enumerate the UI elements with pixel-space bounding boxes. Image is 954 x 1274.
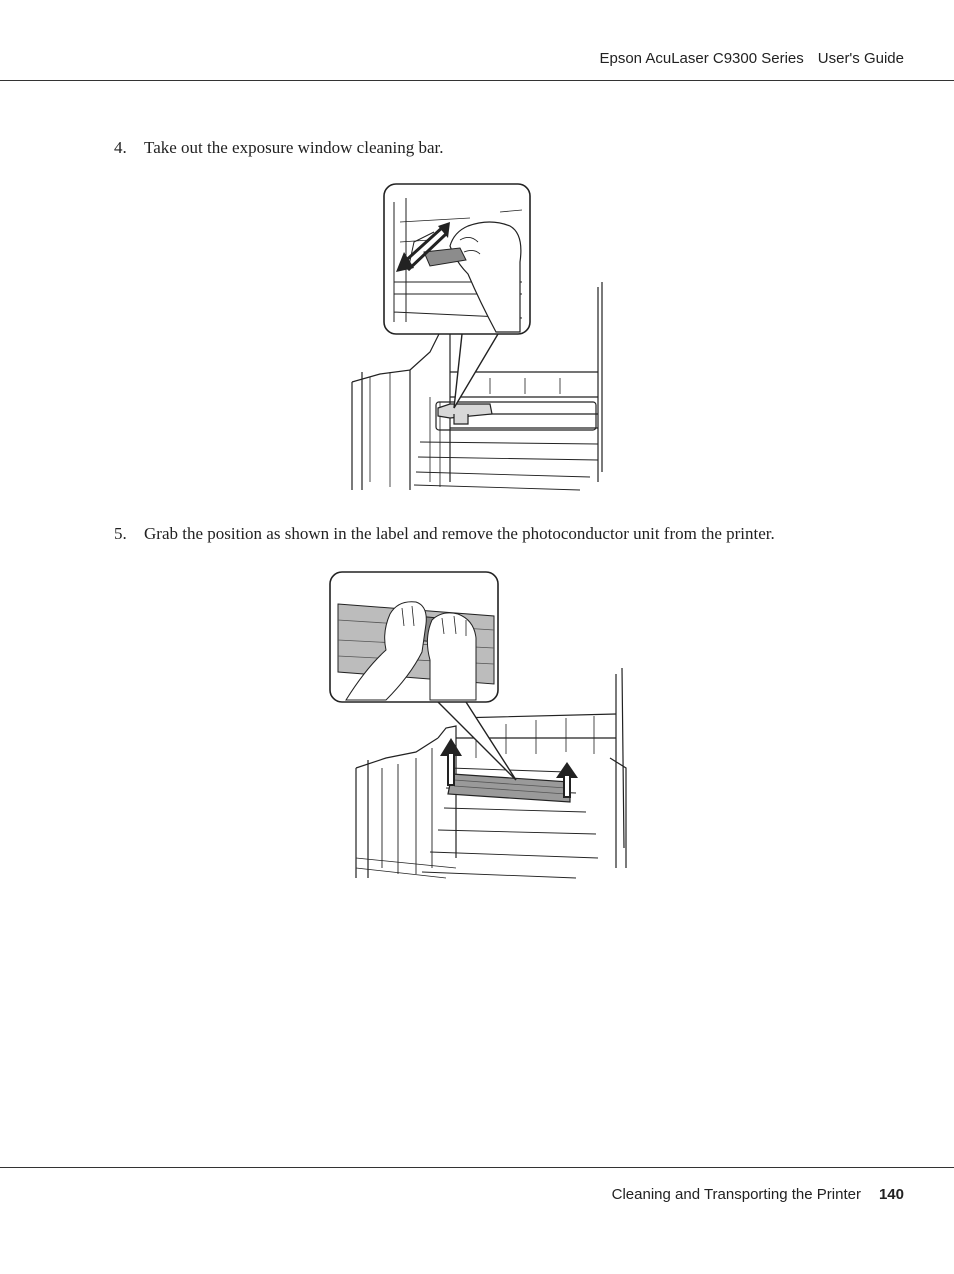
page-number: 140 xyxy=(878,1186,904,1203)
step-4 xyxy=(114,138,444,158)
running-header xyxy=(599,50,904,67)
step-4-text: Take out the exposure window cleaning bar. xyxy=(144,138,444,157)
header-guide: User's Guide xyxy=(817,50,904,67)
running-footer xyxy=(612,1186,904,1203)
figure-remove-photoconductor xyxy=(326,568,631,880)
footer-rule xyxy=(0,1167,954,1168)
header-rule xyxy=(0,80,954,81)
step-5-text: Grab the position as shown in the label and remove the photoconductor unit from the printer. xyxy=(144,524,775,543)
figure-remove-cleaning-bar xyxy=(350,182,605,494)
step-5 xyxy=(114,524,775,544)
header-product: Epson AcuLaser C9300 Series xyxy=(599,50,804,67)
footer-section: Cleaning and Transporting the Printer xyxy=(611,1186,861,1203)
step-5-number: 5. xyxy=(114,524,127,543)
step-4-number: 4. xyxy=(114,138,127,157)
